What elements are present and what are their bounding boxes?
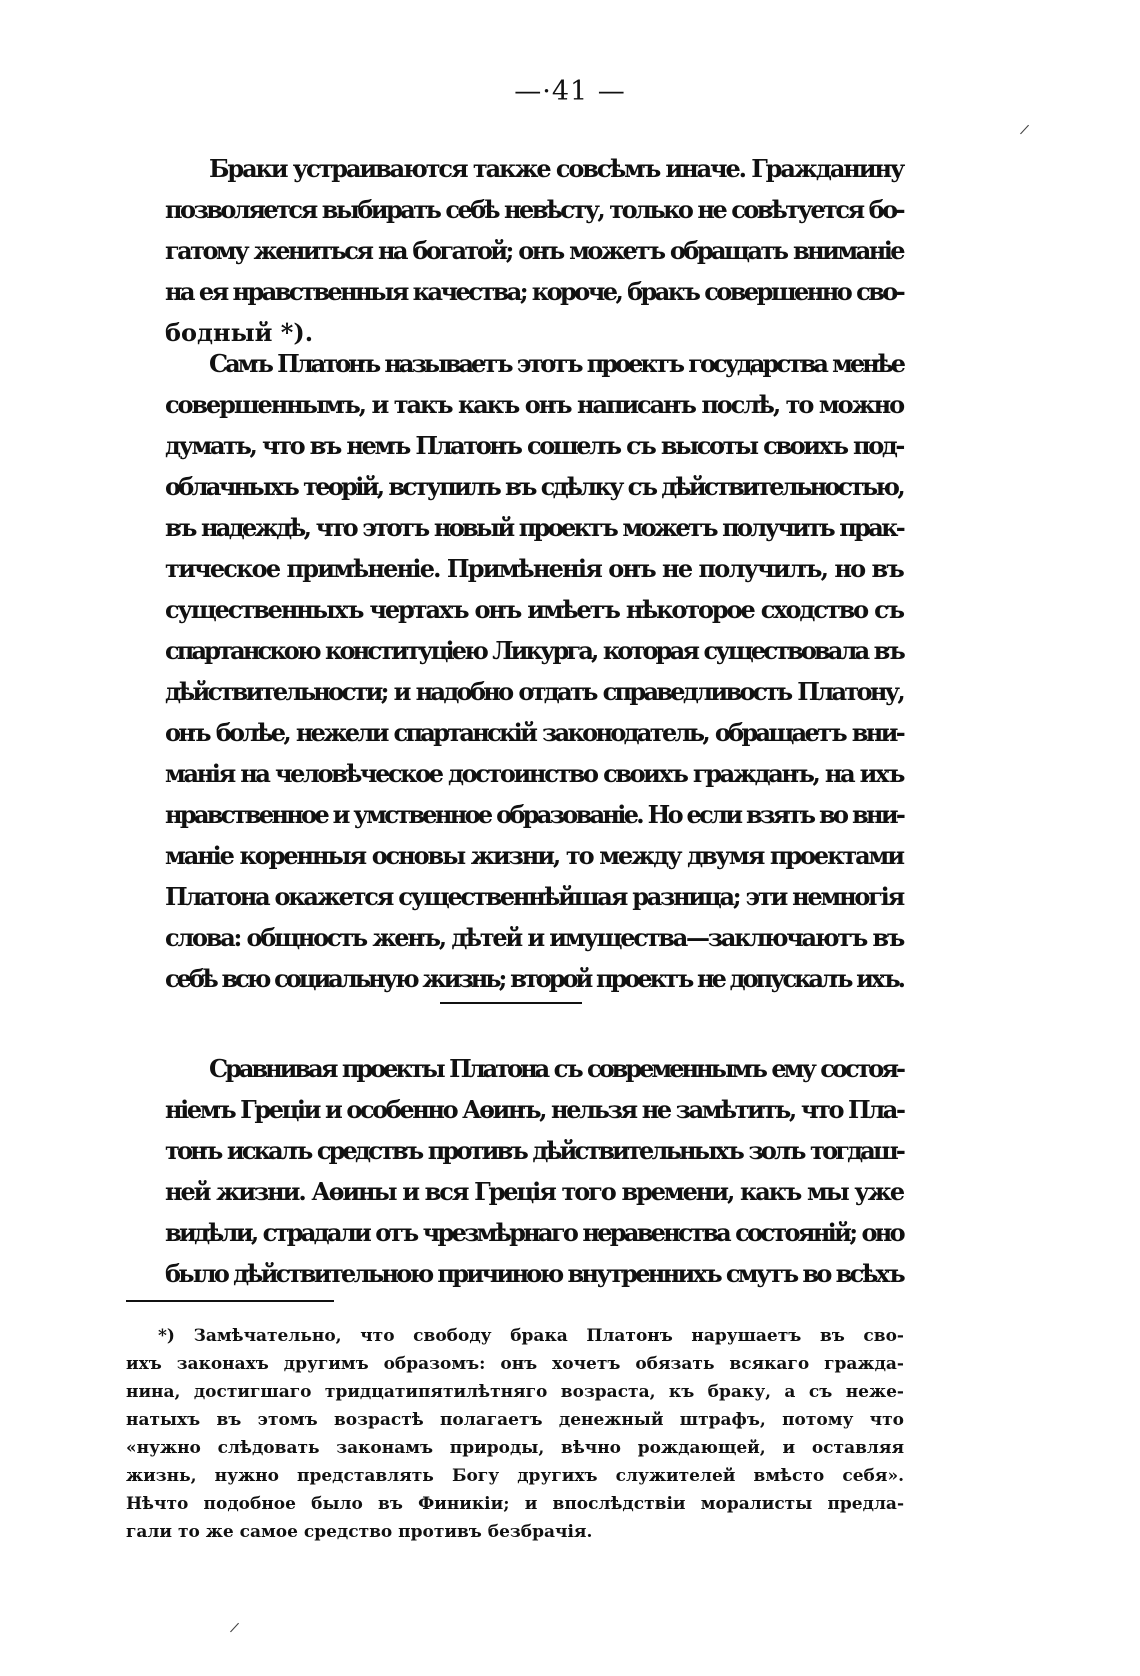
text-line: онъ болѣе, нежели спартанскій законодатель, обращаетъ вни- [165,718,903,747]
section-divider [440,1002,582,1004]
text-line: тонъ искалъ средствъ противъ дѣйствительныхъ золъ тогдаш- [165,1136,903,1165]
text-line: спартанскою конституціею Ликурга, которая существовала въ [165,636,903,665]
footnote-line: жизнь, нужно представлять Богу другихъ служителей вмѣсто себя». [126,1466,904,1486]
text-line: было дѣйствительною причиною внутреннихъ смутъ во всѣхъ [165,1259,903,1288]
footnote [126,1322,904,1546]
text-line: позволяется выбирать себѣ невѣсту, только не совѣтуется бо- [165,195,903,224]
footnote-line: ихъ законахъ другимъ образомъ: онъ хочетъ обязать всякаго гражда- [126,1354,904,1374]
text-line: слова: общность женъ, дѣтей и имущества—заключаютъ въ [165,923,903,952]
footnote-line: Нѣчто подобное было въ Финикіи; и впослѣдствіи моралисты предла- [126,1494,904,1514]
text-line: облачныхъ теорій, вступилъ въ сдѣлку съ дѣйствительностью, [165,472,903,501]
text-line: нравственное и умственное образованіе. Но если взять во вни- [165,800,904,829]
text-line: совершеннымъ, и такъ какъ онъ написанъ послѣ, то можно [165,390,903,419]
text-line: бодный *). [165,318,314,347]
paragraph-laws-project [165,343,903,999]
text-line: гатому жениться на богатой; онъ можетъ обращать вниманіе [165,236,903,265]
text-line: маніе коренныя основы жизни, то между двумя проектами [165,841,903,870]
text-line: существенныхъ чертахъ онъ имѣетъ нѣкоторое сходство съ [165,595,903,624]
text-line: ней жизни. Аѳины и вся Греція того времени, какъ мы уже [165,1177,903,1206]
text-line: Самъ Платонъ называетъ этотъ проектъ государства менѣе [209,349,903,378]
text-line: Сравнивая проекты Платона съ современнымъ ему состоя- [209,1054,903,1083]
page-number: —·41 — [514,76,626,107]
text-line: видѣли, страдали отъ чрезмѣрнаго неравенства состояній; оно [165,1218,903,1247]
footnote-line: гали то же самое средство противъ безбрачія. [126,1522,593,1542]
text-line: себѣ всю социальную жизнь; второй проектъ не допускалъ ихъ. [165,964,903,993]
text-line: дѣйствительности; и надобно отдать справедливость Платону, [165,677,903,706]
footnote-line: «нужно слѣдовать законамъ природы, вѣчно рождающей, и оставляя [126,1438,904,1458]
text-line: Браки устраиваются также совсѣмъ иначе. Гражданину [209,154,904,183]
stray-ink-mark: / [228,1619,240,1637]
footnote-divider [126,1300,334,1302]
paragraph-comparison [165,1048,903,1294]
text-line: на ея нравственныя качества; короче, бракъ совершенно сво- [165,277,904,306]
stray-ink-mark: / [1018,121,1030,139]
text-line: въ надеждѣ, что этотъ новый проектъ можетъ получить прак- [165,513,903,542]
text-line: манія на человѣческое достоинство своихъ гражданъ, на ихъ [165,759,903,788]
text-line: Платона окажется существеннѣйшая разница; эти немногія [165,882,903,911]
paragraph-marriage [165,148,903,353]
text-line: ніемъ Греціи и особенно Аѳинъ, нельзя не замѣтить, что Пла- [165,1095,904,1124]
text-line: думать, что въ немъ Платонъ сошелъ съ высоты своихъ под- [165,431,903,460]
text-line: тическое примѣненіе. Примѣненія онъ не получилъ, но въ [165,554,903,583]
footnote-line: *) Замѣчательно, что свободу брака Платонъ нарушаетъ въ сво- [158,1326,904,1346]
footnote-line: натыхъ въ этомъ возрастѣ полагаетъ денежный штрафъ, потому что [126,1410,904,1430]
footnote-line: нина, достигшаго тридцатипятилѣтняго возраста, къ браку, а съ неже- [126,1382,904,1402]
